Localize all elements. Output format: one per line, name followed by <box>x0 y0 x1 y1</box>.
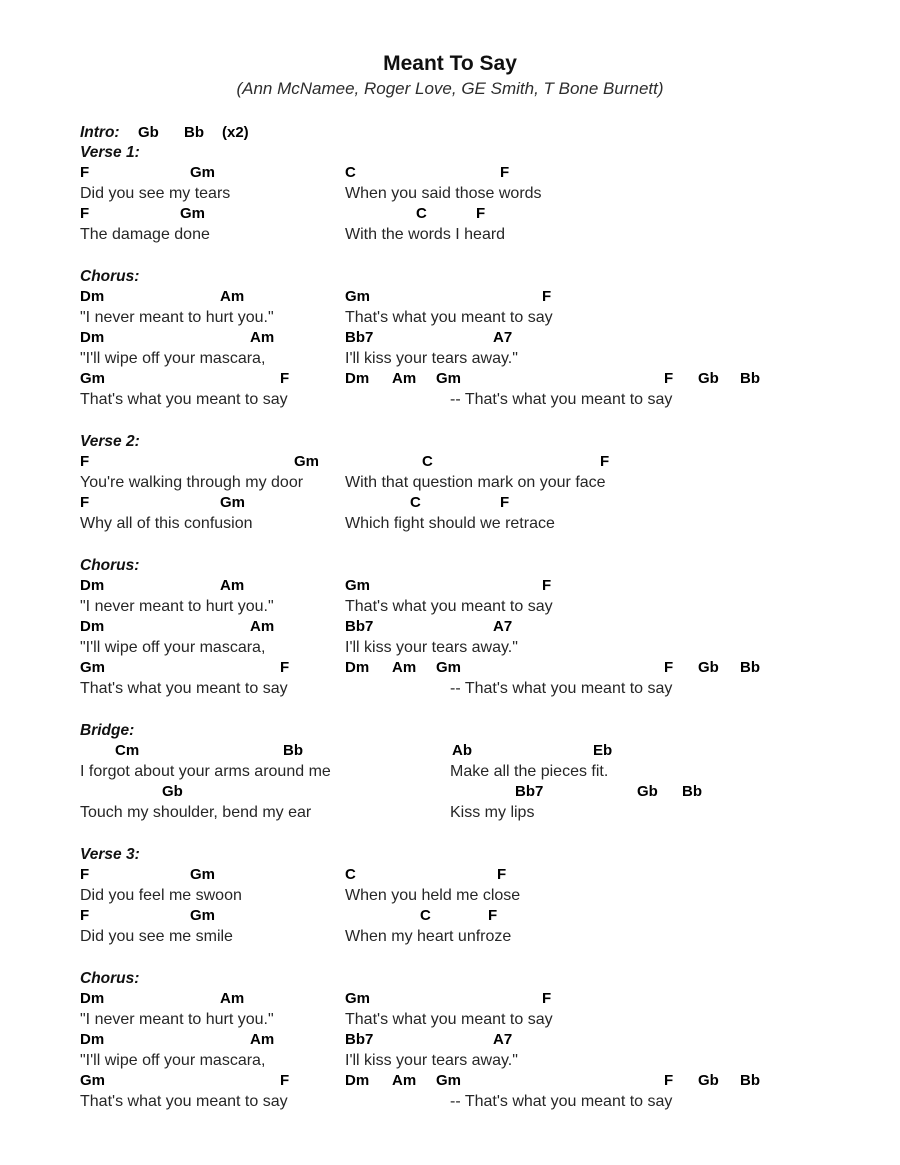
lyric-segment: When you held me close <box>345 887 521 904</box>
chord: C <box>422 453 433 470</box>
chord: C <box>345 866 356 883</box>
lyric-segment: That's what you meant to say <box>345 598 553 615</box>
chord-line <box>80 1030 870 1050</box>
chord: Gm <box>220 494 246 511</box>
chord: F <box>280 370 290 387</box>
lyric-line <box>80 637 870 658</box>
chord: Gm <box>345 577 371 594</box>
chord: F <box>542 577 552 594</box>
lyric-segment: I'll kiss your tears away." <box>345 639 518 656</box>
chord: Dm <box>80 288 105 305</box>
lyric-line <box>80 224 870 245</box>
page-subtitle: (Ann McNamee, Roger Love, GE Smith, T Bone Burnett) <box>236 79 664 98</box>
chord: Am <box>220 288 245 305</box>
song-section <box>80 267 870 410</box>
lyric-line <box>80 183 870 204</box>
chord: Gb <box>637 783 658 800</box>
section-label: Chorus: <box>80 970 140 987</box>
chord: Gb <box>698 1072 719 1089</box>
section-label: Chorus: <box>80 268 140 285</box>
chord: Bb <box>283 742 303 759</box>
chord: Gb <box>698 370 719 387</box>
lyric-segment: "I'll wipe off your mascara, <box>80 639 266 656</box>
lyric-segment: "I never meant to hurt you." <box>80 598 274 615</box>
chord: Gm <box>294 453 320 470</box>
chord: Gm <box>345 288 371 305</box>
lyric-line <box>80 1091 870 1112</box>
chord: Gm <box>80 659 106 676</box>
chord: C <box>345 164 356 181</box>
chord: F <box>500 494 510 511</box>
chord: Bb7 <box>345 618 374 635</box>
chord: Dm <box>80 1031 105 1048</box>
chord: Gm <box>190 907 216 924</box>
lyric-segment: That's what you meant to say <box>80 1093 288 1110</box>
chord: F <box>542 288 552 305</box>
chord: (x2) <box>222 124 249 141</box>
chord: Bb7 <box>345 1031 374 1048</box>
lyric-line <box>80 307 870 328</box>
lyric-segment: I forgot about your arms around me <box>80 763 331 780</box>
chord: A7 <box>493 1031 513 1048</box>
chord: F <box>80 866 90 883</box>
chord: Am <box>250 618 275 635</box>
lyric-line <box>80 596 870 617</box>
lyric-segment: Did you feel me swoon <box>80 887 242 904</box>
chord: F <box>500 164 510 181</box>
chord: Gb <box>162 783 183 800</box>
chord-line <box>80 163 870 183</box>
lyric-segment: "I'll wipe off your mascara, <box>80 350 266 367</box>
lyric-line <box>80 472 870 493</box>
song-content <box>80 122 870 1112</box>
lyric-segment: Did you see me smile <box>80 928 233 945</box>
chord: Cm <box>115 742 140 759</box>
lyric-line <box>80 513 870 534</box>
chord: C <box>410 494 421 511</box>
lyric-segment: Did you see my tears <box>80 185 231 202</box>
lyric-segment: That's what you meant to say <box>80 680 288 697</box>
chord: A7 <box>493 618 513 635</box>
chord-line <box>80 204 870 224</box>
chord: Dm <box>345 370 370 387</box>
lyric-segment: I'll kiss your tears away." <box>345 350 518 367</box>
lyric-segment: -- That's what you meant to say <box>450 391 673 408</box>
chord-line <box>80 576 870 596</box>
lyric-segment: With the words I heard <box>345 226 506 243</box>
chord: Am <box>392 370 417 387</box>
lyric-segment: -- That's what you meant to say <box>450 1093 673 1110</box>
lyric-line <box>80 761 870 782</box>
chord: F <box>542 990 552 1007</box>
section-label: Verse 3: <box>80 846 140 863</box>
lyric-line <box>80 885 870 906</box>
chord: Bb7 <box>515 783 544 800</box>
chord: F <box>488 907 498 924</box>
lyric-line <box>80 802 870 823</box>
chord: Am <box>392 1072 417 1089</box>
chord-line <box>80 1071 870 1091</box>
chord: Dm <box>345 1072 370 1089</box>
chord: Dm <box>80 329 105 346</box>
intro-line <box>80 122 870 143</box>
lyric-segment: "I'll wipe off your mascara, <box>80 1052 266 1069</box>
chord: Bb7 <box>345 329 374 346</box>
chord: F <box>664 1072 674 1089</box>
song-section <box>80 432 870 534</box>
chord: Am <box>392 659 417 676</box>
chord: C <box>420 907 431 924</box>
lyric-segment: "I never meant to hurt you." <box>80 309 274 326</box>
lyric-segment: Why all of this confusion <box>80 515 253 532</box>
song-section <box>80 845 870 947</box>
chord: F <box>80 907 90 924</box>
chord: F <box>600 453 610 470</box>
lyric-segment: You're walking through my door <box>80 474 304 491</box>
lyric-line <box>80 389 870 410</box>
chord: Am <box>220 577 245 594</box>
section-label: Verse 1: <box>80 144 140 161</box>
chord: Dm <box>345 659 370 676</box>
chord: Gm <box>190 164 216 181</box>
page-title: Meant To Say <box>383 52 517 75</box>
lyric-segment: That's what you meant to say <box>345 1011 553 1028</box>
lyric-segment: Touch my shoulder, bend my ear <box>80 804 312 821</box>
lyric-segment: Kiss my lips <box>450 804 535 821</box>
lyric-segment: Make all the pieces fit. <box>450 763 609 780</box>
chord: Gm <box>80 370 106 387</box>
lyric-segment: That's what you meant to say <box>345 309 553 326</box>
chord: Gm <box>345 990 371 1007</box>
lyric-line <box>80 1050 870 1071</box>
chord-line <box>80 328 870 348</box>
chord: Gb <box>138 124 159 141</box>
chord: Dm <box>80 618 105 635</box>
lyric-line <box>80 1009 870 1030</box>
chord-line <box>80 906 870 926</box>
song-section <box>80 556 870 699</box>
chord: F <box>280 659 290 676</box>
chord: Dm <box>80 577 105 594</box>
lyric-segment: With that question mark on your face <box>345 474 606 491</box>
chord: F <box>80 205 90 222</box>
lyric-segment: When my heart unfroze <box>345 928 512 945</box>
chord: F <box>80 164 90 181</box>
song-section <box>80 721 870 823</box>
chord: Gm <box>80 1072 106 1089</box>
lyric-segment: When you said those words <box>345 185 542 202</box>
chord: Dm <box>80 990 105 1007</box>
chord: Gm <box>190 866 216 883</box>
chord: F <box>80 494 90 511</box>
chord-line <box>80 369 870 389</box>
chord: Gm <box>436 370 462 387</box>
chord: F <box>497 866 507 883</box>
chord: Bb <box>740 1072 760 1089</box>
chord-line <box>80 287 870 307</box>
lyric-segment: Which fight should we retrace <box>345 515 555 532</box>
chord: Am <box>220 990 245 1007</box>
chord: F <box>664 370 674 387</box>
chord: Gm <box>436 1072 462 1089</box>
chord: Bb <box>740 659 760 676</box>
chord: Bb <box>740 370 760 387</box>
chord-line <box>80 452 870 472</box>
chord: Am <box>250 1031 275 1048</box>
chord-line <box>80 493 870 513</box>
chord: Am <box>250 329 275 346</box>
chord: Eb <box>593 742 613 759</box>
chord: Bb <box>682 783 702 800</box>
song-section <box>80 969 870 1112</box>
chord: Bb <box>184 124 204 141</box>
chord: A7 <box>493 329 513 346</box>
chord-line <box>80 741 870 761</box>
chord: Gm <box>436 659 462 676</box>
chord-line <box>80 865 870 885</box>
chord: F <box>664 659 674 676</box>
lyric-line <box>80 678 870 699</box>
chord: Ab <box>452 742 472 759</box>
lyric-segment: I'll kiss your tears away." <box>345 1052 518 1069</box>
intro-label: Intro: <box>80 124 120 141</box>
chord-line <box>80 658 870 678</box>
lyric-segment: "I never meant to hurt you." <box>80 1011 274 1028</box>
song-sections <box>80 143 870 1112</box>
section-label: Chorus: <box>80 557 140 574</box>
lyric-line <box>80 348 870 369</box>
lyric-segment: The damage done <box>80 226 210 243</box>
chord: F <box>280 1072 290 1089</box>
chord: C <box>416 205 427 222</box>
section-label: Bridge: <box>80 722 135 739</box>
chord-line <box>80 989 870 1009</box>
chord: F <box>476 205 486 222</box>
chord-line <box>80 782 870 802</box>
lyric-segment: That's what you meant to say <box>80 391 288 408</box>
lyric-line <box>80 926 870 947</box>
lyric-segment: -- That's what you meant to say <box>450 680 673 697</box>
section-label: Verse 2: <box>80 433 140 450</box>
chord: F <box>80 453 90 470</box>
chord: Gm <box>180 205 206 222</box>
chord-line <box>80 617 870 637</box>
chord: Gb <box>698 659 719 676</box>
song-section <box>80 143 870 245</box>
